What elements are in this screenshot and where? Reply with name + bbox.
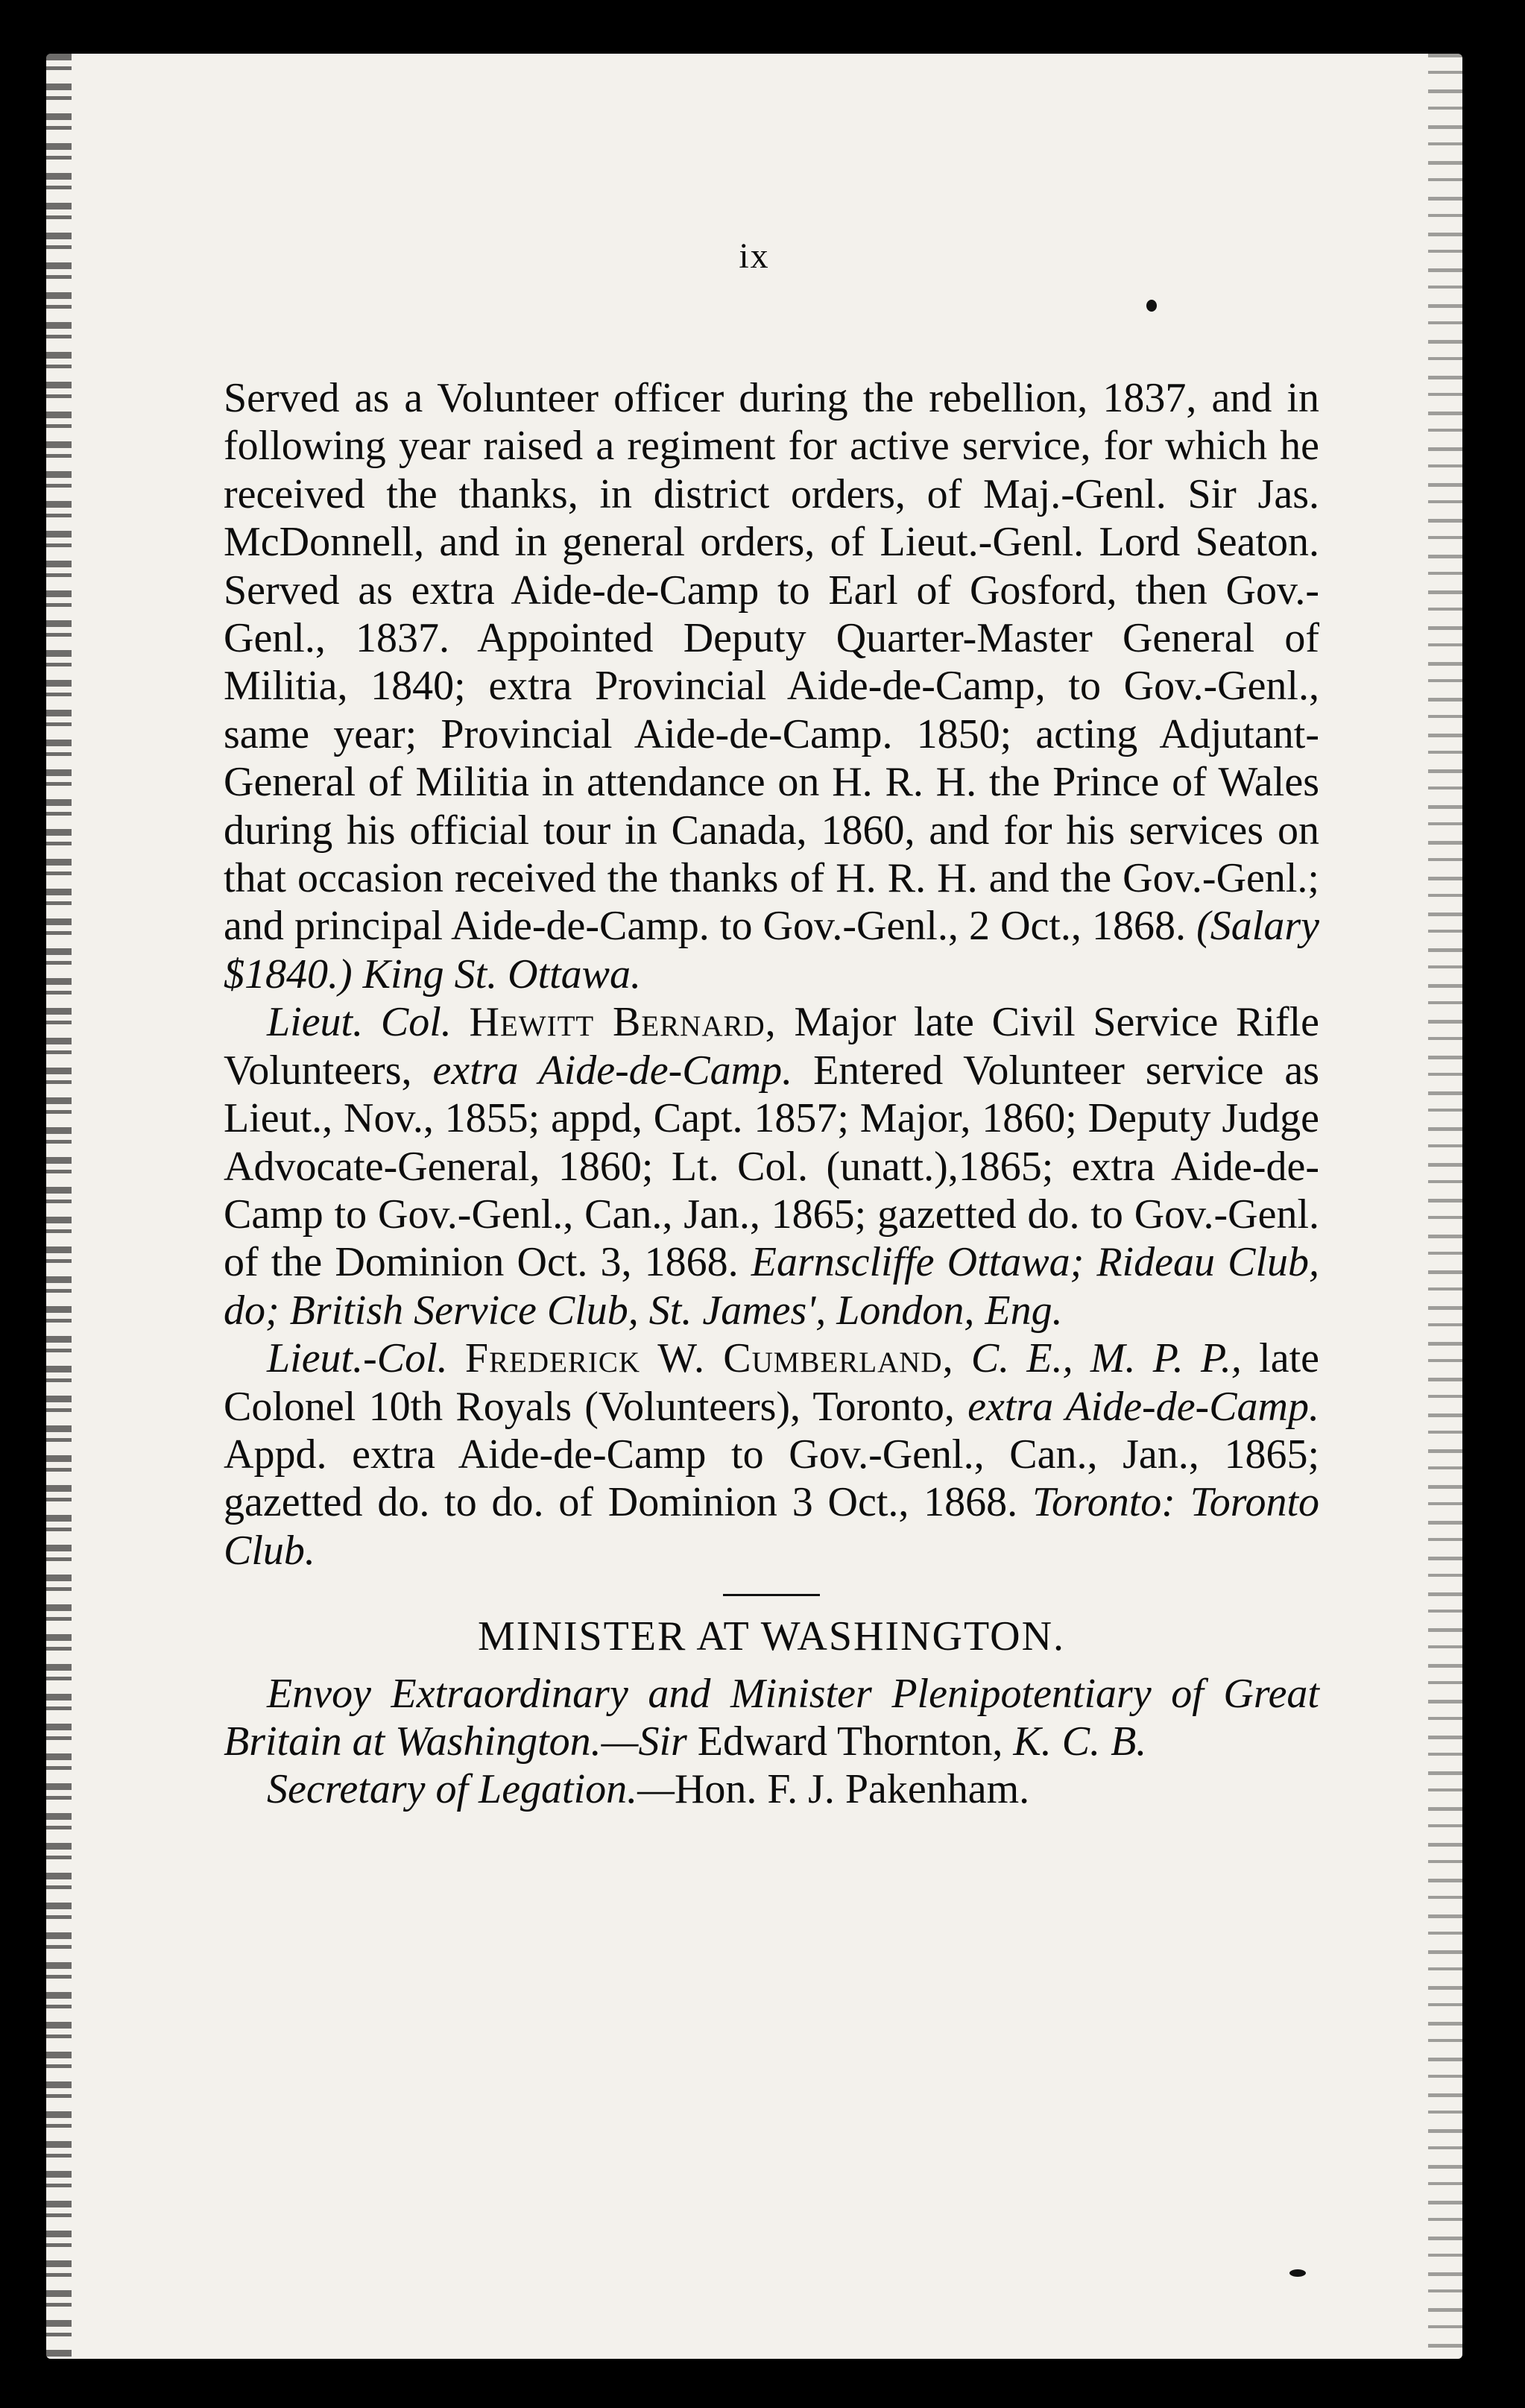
entry-3-honours: C. E., M. P. P.,	[970, 1335, 1242, 1382]
entry-3	[224, 1334, 1319, 1575]
scan-edge-left	[46, 54, 72, 2359]
entry-4-name: Edward Thornton,	[697, 1718, 1003, 1765]
scan-edge-right	[1428, 54, 1462, 2359]
entry-2-rank: Lieut. Col.	[267, 999, 452, 1046]
entry-2	[224, 998, 1319, 1334]
entry-4-honours: K. C. B.	[1013, 1718, 1147, 1765]
entry-1-text: Served as a Volunteer officer during the rebellion, 1837, and in following year raised a regiment for active service, for which he received the thanks, in district orders, of Maj.-Genl. Sir Jas. McDonnell, and in general orders, of Lieut.-Genl. Lord Seaton. Served as extra Aide-de-Camp to Earl of Gosford, then Gov.-Genl., 1837. Appointed Deputy Quarter-Master General of Militia, 1840; extra Provincial Aide-de-Camp, to Gov.-Genl., same year; Provincial Aide-de-Camp. 1850; acting Adjutant-General of Militia in attendance on H. R. H. the Prince of Wales during his official tour in Canada, 1860, and for his services on that occasion received the thanks of H. R. H. and the Gov.-Genl.; and principal Aide-de-Camp. to Gov.-Genl., 2 Oct., 1868.	[224, 375, 1319, 950]
entry-5-name: Hon. F. J. Pakenham.	[674, 1766, 1030, 1813]
entry-3-name: Frederick W. Cumberland,	[464, 1335, 954, 1382]
ink-mark-1	[1146, 300, 1157, 312]
entry-2-desc1: Major late Civil Service Rifle Volunteers,	[224, 999, 1320, 1094]
entry-3-address: Toronto: Toronto Club.	[224, 1479, 1320, 1574]
section-divider	[723, 1594, 820, 1596]
entry-1-address: King St. Ottawa.	[362, 951, 642, 997]
entry-3-rank: Lieut.-Col.	[267, 1335, 448, 1382]
entry-2-clubs: Earnscliffe Ottawa; Rideau Club, do; British Service Club, St. James', London, Eng.	[224, 1239, 1319, 1334]
entry-2-name: Hewitt Bernard,	[469, 999, 777, 1046]
entry-1-salary: (Salary $1840.)	[224, 903, 1320, 997]
entry-4-title: Envoy Extraordinary and Minister Plenipotentiary of Great Britain at Washington.—Sir	[224, 1670, 1319, 1765]
entry-1	[224, 374, 1319, 998]
page-number: ix	[739, 236, 770, 276]
entry-2-desc2: Entered Volunteer service as Lieut., Nov., 1855; appd, Capt. 1857; Major, 1860; Deputy Judge Advocate-General, 1860; Lt. Col. (unatt.),1865; extra Aide-de-Camp to Gov.-Genl., Can., Jan., 1865; gazetted do. to Gov.-Genl. of the Dominion Oct. 3, 1868.	[224, 1047, 1320, 1286]
ink-mark-2	[1289, 2269, 1306, 2277]
entry-3-role: extra Aide-de-Camp.	[967, 1383, 1319, 1430]
entry-3-desc1: late Colonel 10th Royals (Volunteers), Toronto,	[224, 1335, 1319, 1430]
entry-3-desc2: Appd. extra Aide-de-Camp to Gov.-Genl., Can., Jan., 1865; gazetted do. to do. of Dominion 3 Oct., 1868.	[224, 1431, 1319, 1526]
entry-5	[224, 1765, 1319, 1813]
entry-2-role: extra Aide-de-Camp.	[432, 1047, 793, 1094]
page-body	[224, 374, 1319, 1814]
entry-5-title: Secretary of Legation.—	[267, 1766, 675, 1813]
entry-4	[224, 1670, 1319, 1766]
book-page	[46, 54, 1462, 2359]
section-heading: MINISTER AT WASHINGTON.	[477, 1613, 1066, 1660]
